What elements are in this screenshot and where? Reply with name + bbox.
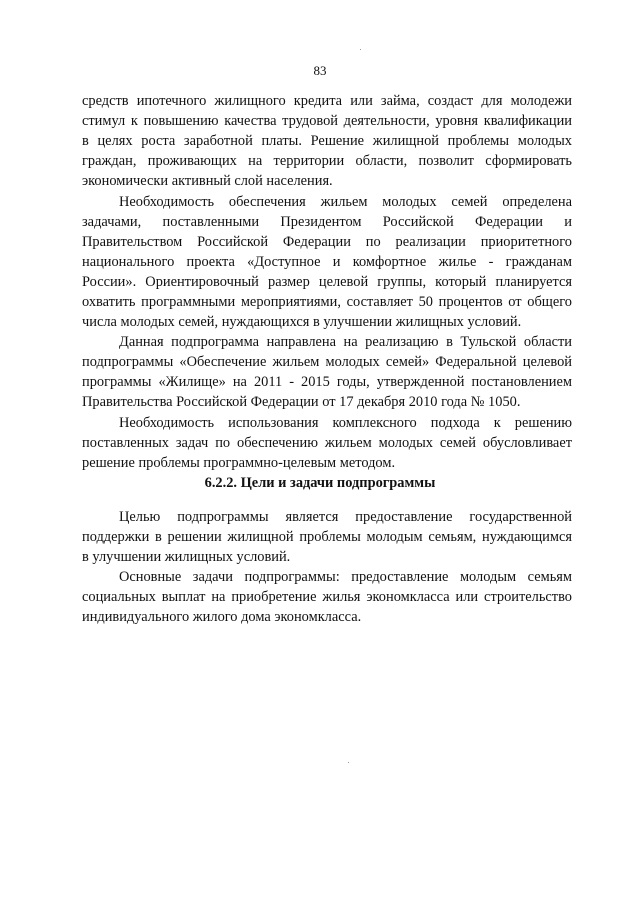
paragraph-2-line-7: числа молодых семей, нуждающихся в улучшении жилищных условий. xyxy=(82,314,522,330)
paragraph-4-line-1: Необходимость использования комплексного подхода к решению xyxy=(119,415,572,431)
paragraph-3-line-4: Правительства Российской Федерации от 17 декабря 2010 года № 1050. xyxy=(82,394,521,410)
section-paragraph-2-line-3: индивидуального жилого дома экономкласса. xyxy=(82,609,362,625)
paragraph-2-line-3: Правительством Российской Федерации по реализации приоритетного xyxy=(82,234,572,250)
section-paragraph-2-line-2: социальных выплат на приобретение жилья экономкласса или строительство xyxy=(82,589,572,605)
paragraph-1-line-3: в целях роста заработной платы. Решение жилищной проблемы молодых xyxy=(82,133,572,149)
paragraph-1-line-5: экономически активный слой населения. xyxy=(82,173,333,189)
section-paragraph-1-line-1: Целью подпрограммы является предоставление государственной xyxy=(119,509,572,525)
section-paragraph-1-line-2: поддержки в решении жилищной проблемы молодым семьям, нуждающимся xyxy=(82,529,572,545)
paragraph-4-line-2: поставленных задач по обеспечению жильем молодых семей обусловливает xyxy=(82,435,572,451)
paragraph-1-line-2: стимул к повышению качества трудовой деятельности, уровня квалификации xyxy=(82,113,572,129)
paragraph-2-line-4: национального проекта «Доступное и комфортное жилье - гражданам xyxy=(82,254,572,270)
paragraph-2-line-6: охватить программными мероприятиями, составляет 50 процентов от общего xyxy=(82,294,572,310)
paragraph-2-line-2: задачами, поставленными Президентом Российской Федерации и xyxy=(82,214,572,230)
paragraph-2-line-1: Необходимость обеспечения жильем молодых семей определена xyxy=(119,194,572,210)
page-number: 83 xyxy=(313,63,327,78)
paragraph-1-line-1: средств ипотечного жилищного кредита или займа, создаст для молодежи xyxy=(82,93,572,109)
paragraph-3-line-3: программы «Жилище» на 2011 - 2015 годы, утвержденной постановлением xyxy=(82,374,572,390)
section-paragraph-2-line-1: Основные задачи подпрограммы: предоставление молодым семьям xyxy=(119,569,572,585)
section-heading: 6.2.2. Цели и задачи подпрограммы xyxy=(204,475,436,491)
paragraph-3-line-1: Данная подпрограмма направлена на реализацию в Тульской области xyxy=(119,334,572,350)
paragraph-2-line-5: России». Ориентировочный размер целевой группы, который планируется xyxy=(82,274,572,290)
paragraph-1-line-4: граждан, проживающих на территории области, позволит сформировать xyxy=(82,153,572,169)
paragraph-4-line-3: решение проблемы программно-целевым методом. xyxy=(82,455,396,471)
section-paragraph-1-line-3: в улучшении жилищных условий. xyxy=(82,549,291,565)
scan-speck xyxy=(360,49,361,50)
paragraph-3-line-2: подпрограммы «Обеспечение жильем молодых семей» Федеральной целевой xyxy=(82,354,572,370)
scan-speck xyxy=(348,762,349,763)
